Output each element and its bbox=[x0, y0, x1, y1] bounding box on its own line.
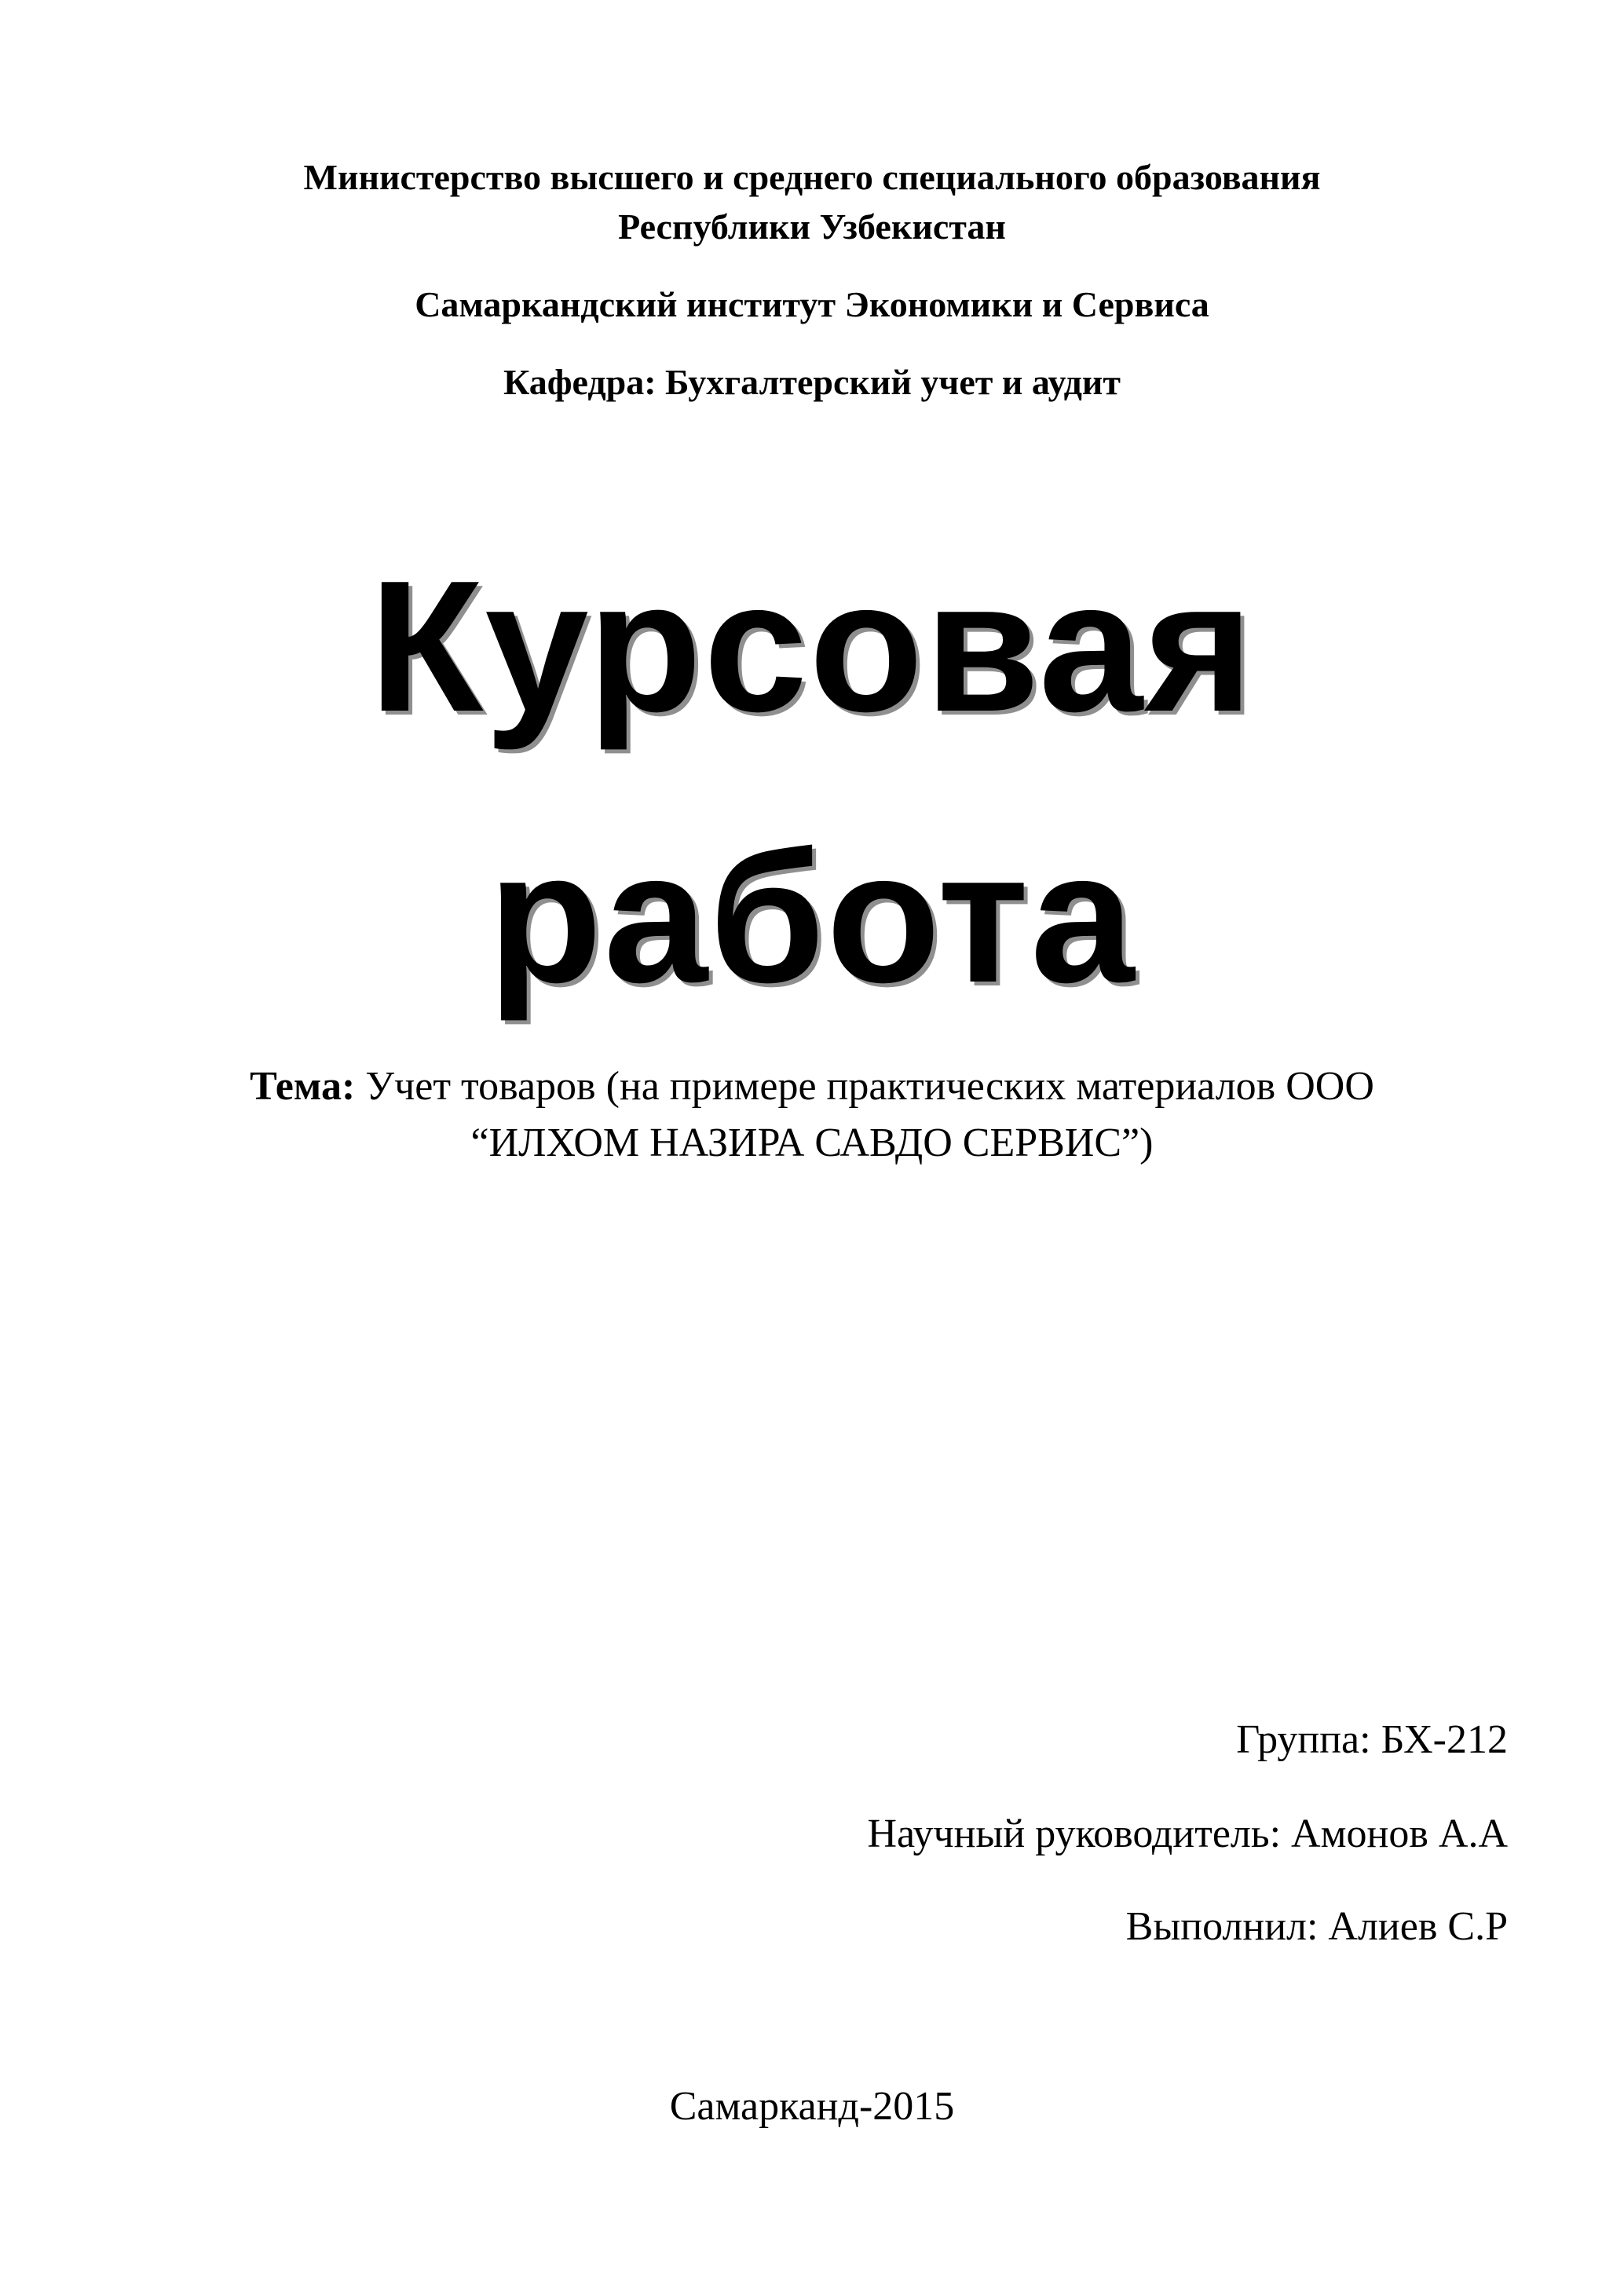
ministry-name-line-2: Республики Узбекистан bbox=[618, 207, 1006, 247]
document-title-line-2: работа bbox=[488, 813, 1136, 1022]
department-name: Кафедра: Бухгалтерский учет и аудит bbox=[503, 362, 1121, 402]
theme-line-1 bbox=[0, 1066, 1624, 1107]
document-title-line-1: Курсовая bbox=[368, 543, 1256, 751]
city-and-year: Самарканд-2015 bbox=[669, 2084, 955, 2129]
theme-label: Тема: bbox=[250, 1064, 356, 1109]
scientific-supervisor: Научный руководитель: Амонов А.А bbox=[867, 1812, 1508, 1856]
author: Выполнил: Алиев С.Р bbox=[1125, 1904, 1508, 1949]
institute-name: Самаркандский институт Экономики и Сервиса bbox=[415, 284, 1209, 324]
ministry-name-line-1: Министерство высшего и среднего специального образования bbox=[303, 157, 1321, 197]
theme-text-line-2: “ИЛХОМ НАЗИРА САВДО СЕРВИС”) bbox=[470, 1121, 1154, 1165]
theme-text-line-1: Учет товаров (на примере практических материалов ООО bbox=[365, 1064, 1374, 1109]
student-group: Группа: БХ-212 bbox=[1236, 1717, 1508, 1762]
